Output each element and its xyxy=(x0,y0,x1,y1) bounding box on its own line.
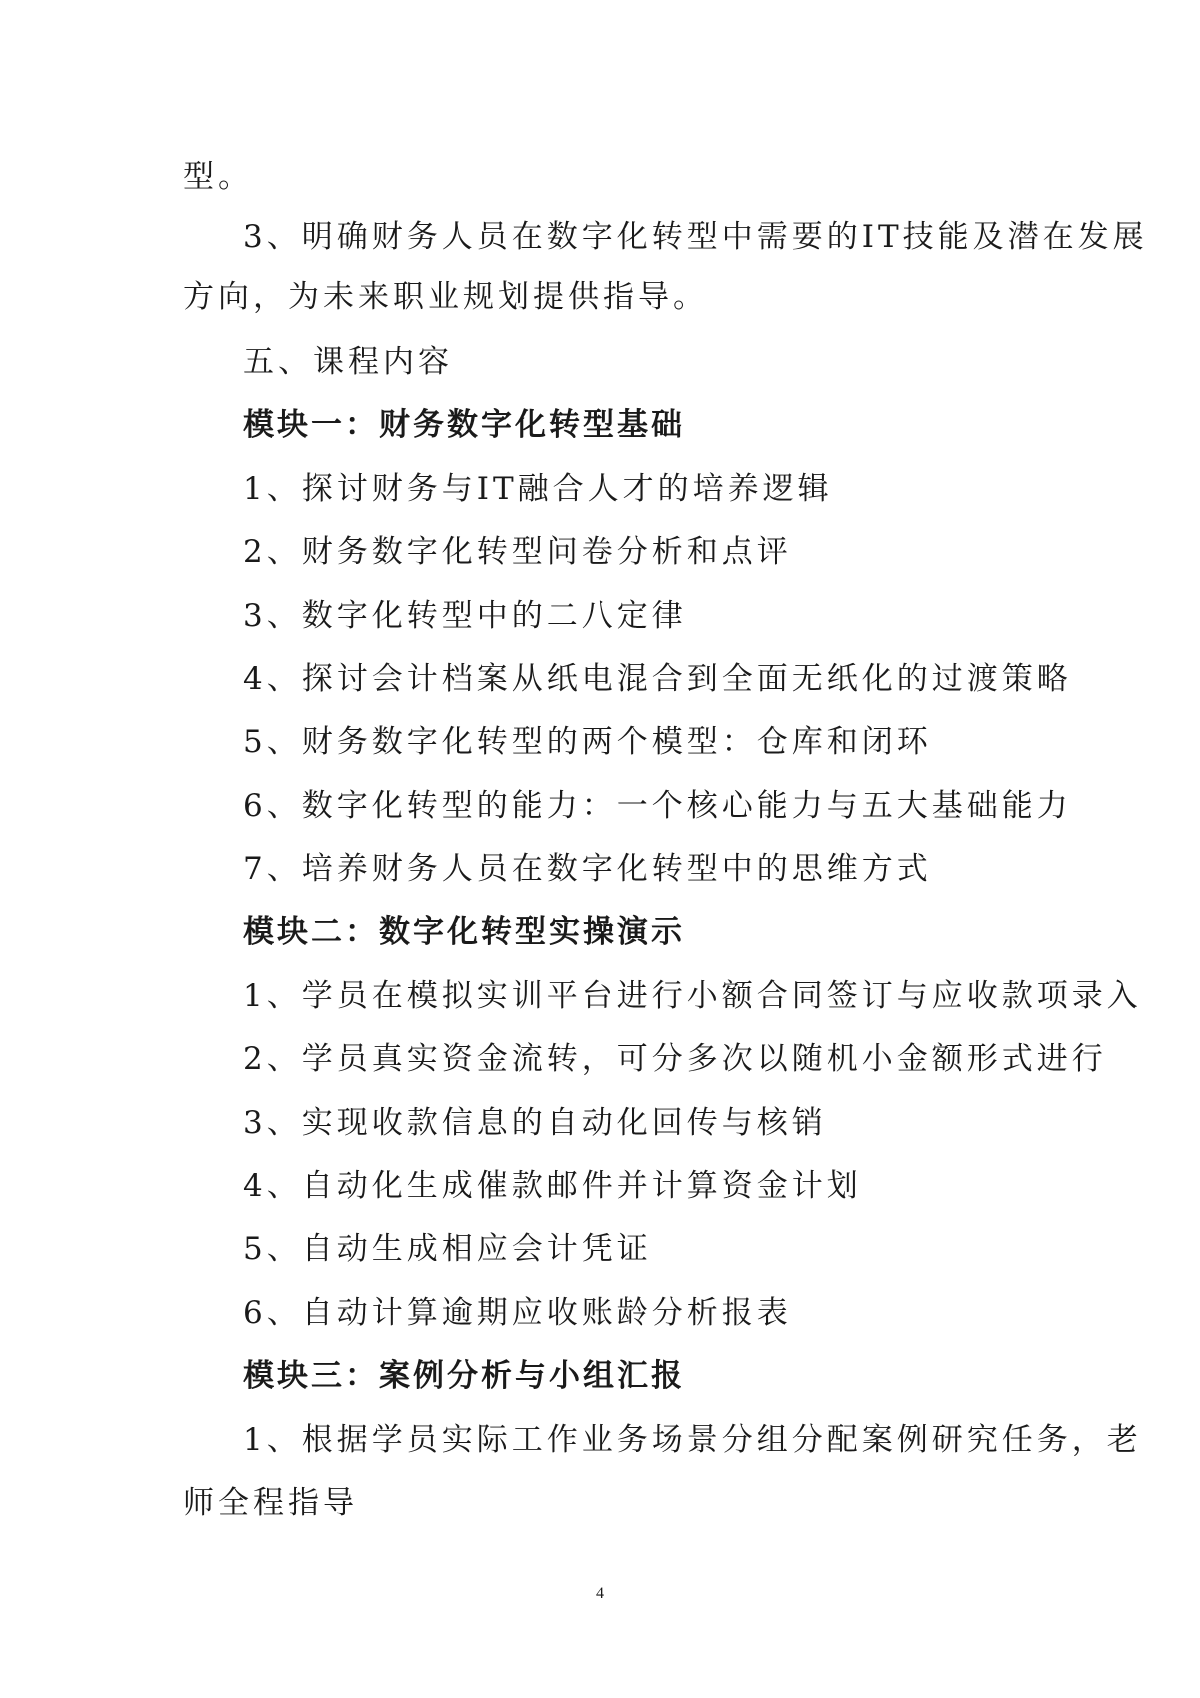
module-1-item-6: 6、数字化转型的能力：一个核心能力与五大基础能力 xyxy=(243,788,1072,824)
module-1-heading: 模块一：财务数字化转型基础 xyxy=(243,407,685,443)
module-1-item-4: 4、探讨会计档案从纸电混合到全面无纸化的过渡策略 xyxy=(243,661,1072,697)
module-1-item-2: 2、财务数字化转型问卷分析和点评 xyxy=(243,534,792,570)
module-2-heading: 模块二：数字化转型实操演示 xyxy=(243,914,685,950)
module-1-item-7: 7、培养财务人员在数字化转型中的思维方式 xyxy=(243,851,932,887)
module-2-item-1: 1、学员在模拟实训平台进行小额合同签订与应收款项录入 xyxy=(243,978,1142,1014)
module-3-heading: 模块三：案例分析与小组汇报 xyxy=(243,1358,685,1394)
page-number: 4 xyxy=(596,1585,604,1602)
module-2-item-3: 3、实现收款信息的自动化回传与核销 xyxy=(243,1105,827,1141)
module-2-item-2: 2、学员真实资金流转，可分多次以随机小金额形式进行 xyxy=(243,1041,1107,1077)
module-1-item-5: 5、财务数字化转型的两个模型：仓库和闭环 xyxy=(243,724,932,760)
module-2-item-6: 6、自动计算逾期应收账龄分析报表 xyxy=(243,1295,792,1331)
section-heading: 五、课程内容 xyxy=(243,344,453,380)
module-3-item-1-continuation: 师全程指导 xyxy=(183,1485,358,1521)
module-1-item-3: 3、数字化转型中的二八定律 xyxy=(243,598,687,634)
module-1-item-1: 1、探讨财务与IT融合人才的培养逻辑 xyxy=(243,471,833,507)
module-2-item-5: 5、自动生成相应会计凭证 xyxy=(243,1231,652,1267)
paragraph-continuation: 型。 xyxy=(183,159,253,195)
module-2-item-4: 4、自动化生成催款邮件并计算资金计划 xyxy=(243,1168,862,1204)
objective-item-3-continuation: 方向，为未来职业规划提供指导。 xyxy=(183,279,708,315)
objective-item-3: 3、明确财务人员在数字化转型中需要的IT技能及潜在发展 xyxy=(243,219,1148,255)
module-3-item-1: 1、根据学员实际工作业务场景分组分配案例研究任务，老 xyxy=(243,1422,1142,1458)
